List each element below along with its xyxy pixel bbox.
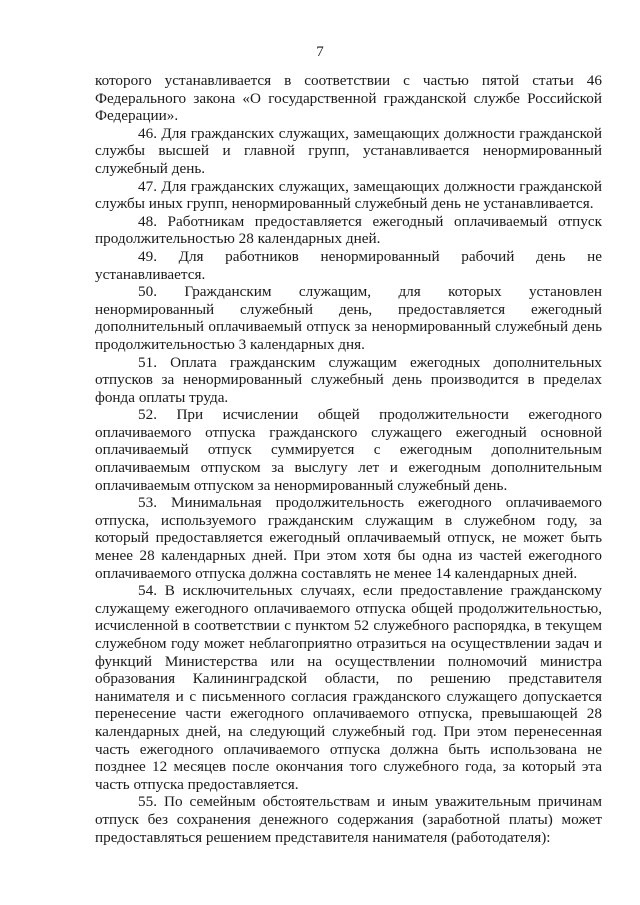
paragraph-51: 51. Оплата гражданским служащим ежегодных дополнительных отпусков за ненормированный служебный день производится в пределах фонда оплаты труда. xyxy=(95,353,602,406)
paragraph-53: 53. Минимальная продолжительность ежегодного оплачиваемого отпуска, используемого гражданским служащим в служебном году, за который предоставляется ежегодный оплачиваемый отпуск, не может быть менее 28 календарных дней. При этом хотя бы одна из частей ежегодного оплачиваемого отпуска должна составлять не менее 14 календарных дней. xyxy=(95,494,602,582)
paragraph-49: 49. Для работников ненормированный рабочий день не устанавливается. xyxy=(95,247,602,283)
paragraph-52: 52. При исчислении общей продолжительности ежегодного оплачиваемого отпуска гражданского служащего ежегодный основной оплачиваемый отпуск суммируется с ежегодным дополнительным оплачиваемым отпуском за выслугу лет и ежегодным дополнительным оплачиваемым отпуском за ненормированный служебный день. xyxy=(95,406,602,494)
paragraph-continuation: которого устанавливается в соответствии с частью пятой статьи 46 Федерального закона «О государственной гражданской службе Российской Федерации». xyxy=(95,72,602,125)
paragraph-47: 47. Для гражданских служащих, замещающих должности гражданской службы иных групп, ненормированный служебный день не устанавливается. xyxy=(95,177,602,213)
paragraph-50: 50. Гражданским служащим, для которых установлен ненормированный служебный день, предоставляется ежегодный дополнительный оплачиваемый отпуск за ненормированный служебный день продолжительностью 3 календарных дня. xyxy=(95,283,602,353)
paragraph-46: 46. Для гражданских служащих, замещающих должности гражданской службы высшей и главной групп, устанавливается ненормированный служебный день. xyxy=(95,124,602,177)
paragraph-48: 48. Работникам предоставляется ежегодный оплачиваемый отпуск продолжительностью 28 календарных дней. xyxy=(95,212,602,248)
document-body xyxy=(95,72,602,846)
paragraph-54: 54. В исключительных случаях, если предоставление гражданскому служащему ежегодного оплачиваемого отпуска общей продолжительностью, исчисленной в соответствии с пунктом 52 служебного распорядка, в текущем служебном году может неблагоприятно отразиться на осуществлении задач и функций Министерства или на осуществлении полномочий министра образования Калининградской области, по решению представителя нанимателя и с письменного согласия гражданского служащего допускается перенесение части ежегодного оплачиваемого отпуска, превышающей 28 календарных дней, на следующий служебный год. При этом перенесенная часть ежегодного оплачиваемого отпуска должна быть использована не позднее 12 месяцев после окончания того служебного года, за который эта часть отпуска предоставляется. xyxy=(95,582,602,793)
paragraph-55: 55. По семейным обстоятельствам и иным уважительным причинам отпуск без сохранения денежного содержания (заработной платы) может предоставляться решением представителя нанимателя (работодателя): xyxy=(95,793,602,846)
page-number: 7 xyxy=(316,44,324,60)
